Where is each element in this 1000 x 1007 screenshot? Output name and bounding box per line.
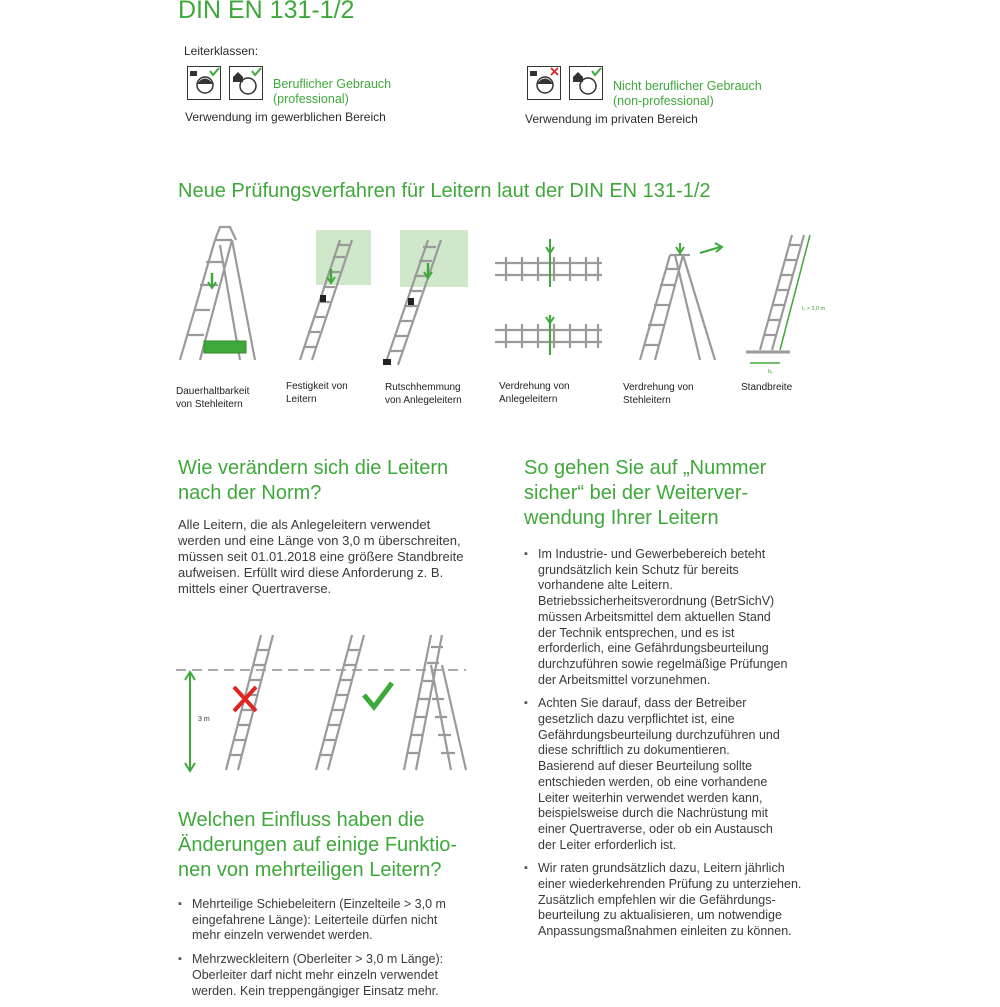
annotation-20mm: 20 mm bbox=[222, 355, 239, 361]
norm-title: Wie verändern sich die Leitern nach der Norm? bbox=[178, 457, 449, 504]
list-item: ▪ Achten Sie darauf, dass der Betreiber gesetzlich dazu verpflichtet ist, eine Gefährdungsbeurteilung durchzuführen und diese schriftlich zu dokumentieren. Basierend auf dieser Beurteilung sollte entschieden werden, ob eine vorhandene Leiter weiterhin verwendet werden kann, beispielsweise durch die Nachrüstung mit einer Quertraverse, oder ob ein Austausch der Leiter erforderlich ist. bbox=[524, 696, 844, 853]
influence-title: Welchen Einfluss haben die Änderungen auf einige Funktio- nen von mehrteiligen Leitern? bbox=[178, 809, 458, 881]
safe-section bbox=[524, 456, 844, 948]
norm-illustration bbox=[176, 625, 476, 775]
test-torsion-leaning-illustration bbox=[495, 239, 602, 355]
caption-slip: Rutschhemmung von Anlegeleitern bbox=[385, 382, 462, 406]
home-person-icon bbox=[229, 66, 263, 100]
influence-section bbox=[178, 808, 508, 1007]
list-item: ▪ Mehrteilige Schiebeleitern (Einzelteile > 3,0 m eingefahrene Länge): Leiterteile dürfen nicht mehr einzeln verwendet werden. bbox=[178, 897, 508, 944]
safe-title: So gehen Sie auf „Nummer sicher“ bei der Weiterver- wendung Ihrer Leitern bbox=[524, 457, 767, 529]
professional-title: Beruflicher Gebrauch bbox=[273, 77, 392, 91]
caption-durability: Dauerhaltbarkeit von Stehleitern bbox=[176, 386, 250, 410]
nonprofessional-subtitle: (non-professional) bbox=[613, 94, 714, 108]
worksite-person-cross-icon bbox=[527, 66, 561, 100]
test-strength-illustration bbox=[300, 230, 371, 360]
nonprofessional-desc: Verwendung im privaten Bereich bbox=[525, 112, 698, 126]
test-base-width-illustration bbox=[746, 235, 810, 363]
list-item: ▪ Mehrzweckleitern (Oberleiter > 3,0 m Länge): Oberleiter darf nicht mehr einzeln verwendet werden. Kein treppengängiger Einsatz mehr. bbox=[178, 952, 508, 999]
caption-torsion-step: Verdrehung von Stehleitern bbox=[623, 382, 694, 406]
test-illustrations bbox=[170, 225, 826, 375]
caption-strength: Festigkeit von Leitern bbox=[286, 381, 348, 405]
norm-section bbox=[178, 456, 508, 597]
home-person-icon bbox=[569, 66, 603, 100]
list-item: ▪ Im Industrie- und Gewerbebereich beteht grundsätzlich kein Schutz für bereits vorhandene alte Leitern. Betriebssicherheitsverordnung (BetrSichV) müssen Arbeitsmittel dem aktuellen Stand der Technik entsprechen, und es ist erforderlich, eine Gefährdungsbeurteilung durchzuführen sowie regelmäßige Prüfungen der Arbeitsmittel vorzunehmen. bbox=[524, 547, 844, 688]
nonprofessional-label bbox=[613, 79, 813, 109]
nonprofessional-title: Nicht beruflicher Gebrauch bbox=[613, 79, 762, 93]
test-torsion-step-illustration bbox=[640, 243, 722, 360]
height-label: 3 m bbox=[198, 716, 210, 723]
influence-list bbox=[178, 897, 508, 999]
classes-label: Leiterklassen: bbox=[184, 44, 259, 58]
list-item: ▪ Wir raten grundsätzlich dazu, Leitern jährlich einer wiederkehrenden Prüfung zu unterziehen. Zusätzlich empfehlen wir die Gefährdungs- beurteilung zu aktualisieren, um notwendige Anpassungsmaßnahmen einleiten zu können. bbox=[524, 861, 844, 940]
tests-title: Neue Prüfungsverfahren für Leitern laut der DIN EN 131-1/2 bbox=[178, 180, 711, 202]
professional-desc: Verwendung im gewerblichen Bereich bbox=[185, 110, 386, 124]
annotation-width: b₁ bbox=[768, 369, 773, 375]
safe-list bbox=[524, 547, 844, 940]
test-slip-illustration bbox=[383, 230, 468, 365]
professional-subtitle: (professional) bbox=[273, 92, 349, 106]
page-title: DIN EN 131-1/2 bbox=[178, 0, 355, 24]
professional-label bbox=[273, 77, 473, 107]
test-durability-illustration bbox=[180, 227, 255, 360]
annotation-length: l₁ > 3,0 m bbox=[802, 306, 826, 312]
caption-torsion-leaning: Verdrehung von Anlegeleitern bbox=[499, 381, 570, 405]
norm-body: Alle Leitern, die als Anlegeleitern verwendet werden und eine Länge von 3,0 m überschreiten, müssen seit 01.01.2018 eine größere Standbreite aufweisen. Erfüllt wird diese Anforderung z. B. mittels einer Quertraverse. bbox=[178, 517, 464, 596]
worksite-person-icon bbox=[187, 66, 221, 100]
cross-icon bbox=[234, 687, 256, 711]
check-icon bbox=[364, 683, 392, 707]
caption-base-width: Standbreite bbox=[741, 382, 793, 393]
